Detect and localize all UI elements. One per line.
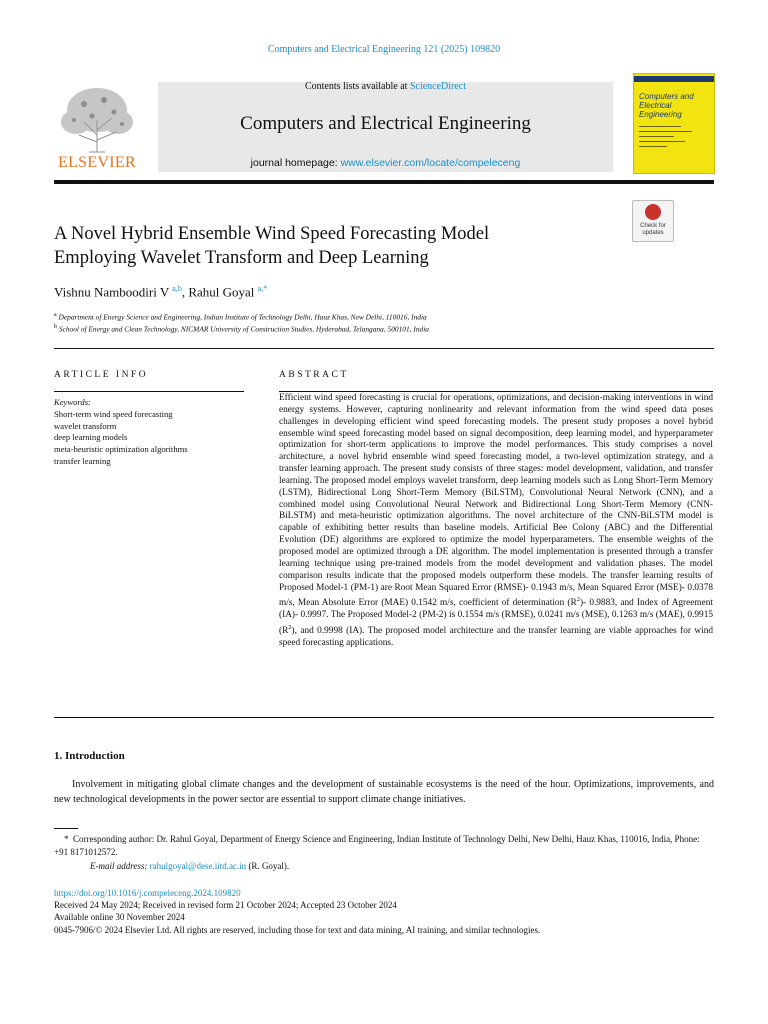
author-name: Rahul Goyal <box>188 284 255 300</box>
author-name: Vishnu Namboodiri V <box>54 284 170 300</box>
header-divider <box>54 180 714 184</box>
online-date: Available online 30 November 2024 <box>54 912 185 923</box>
email-link[interactable]: rahulgoyal@dese.iitd.ac.in <box>149 860 247 871</box>
introduction-heading: 1. Introduction <box>54 750 125 762</box>
affiliation-a <box>54 312 427 321</box>
footnote-corresponding <box>54 833 714 860</box>
paper-title-line-1: A Novel Hybrid Ensemble Wind Speed Forecasting Model <box>54 224 490 244</box>
abstract-part-3: ), and 0.9998 (IA). The proposed model architecture and the transfer learning are viable approaches for wind speed forecasting applications. <box>279 626 713 649</box>
email-suffix: (R. Goyal). <box>246 860 290 871</box>
introduction-text: Involvement in mitigating global climate changes and the development of sustainable ecosystems is the need of the hour. Optimizations, improvements, and new technological developments in the power sector are essential to support climate change initiatives. <box>54 779 714 805</box>
affiliation-text: Department of Energy Science and Engineering, Indian Institute of Technology Delhi, Hauz Khas, New Delhi, 110016, India <box>58 312 427 322</box>
superscript: 2 <box>576 596 580 604</box>
article-info-heading: ARTICLE INFO <box>54 370 149 380</box>
abstract-heading: ABSTRACT <box>279 370 349 380</box>
section-divider <box>54 348 714 349</box>
abstract-text <box>279 393 713 650</box>
keyword-item: transfer learning <box>54 455 111 466</box>
footnote-rule <box>54 828 78 829</box>
abstract-part-2: )- 0.9883, and Index of Agreement (IA)- 0.9997. The Proposed Model-2 (PM-2) is 0.1554 m/s (RMSE), 0.0241 m/s (MSE), 0.1263 m/s (MAE), 0.9915 (R <box>279 598 713 637</box>
affiliation-marker: a <box>54 312 57 318</box>
article-footer <box>54 887 714 936</box>
superscript: 2 <box>288 624 292 632</box>
contents-line <box>158 81 613 92</box>
section-divider <box>54 717 714 718</box>
copyright-notice: 0045-7906/© 2024 Elsevier Ltd. All rights are reserved, including those for text and data mining, AI training, and similar technologies. <box>54 924 541 935</box>
email-label: E-mail address: <box>90 860 148 871</box>
cover-decoration <box>639 126 709 151</box>
cover-title <box>639 92 714 119</box>
paper-title-line-2: Employing Wavelet Transform and Deep Learning <box>54 248 429 268</box>
affiliation-b <box>54 324 429 333</box>
cover-title-line-1: Computers and <box>639 92 694 101</box>
cover-stripe <box>634 76 714 82</box>
doi-link[interactable]: https://doi.org/10.1016/j.compeleceng.2024.109820 <box>54 888 241 898</box>
homepage-prefix: journal homepage: <box>250 157 341 169</box>
sciencedirect-link[interactable]: ScienceDirect <box>409 81 467 92</box>
author-separator: , <box>181 284 189 300</box>
publisher-name: ELSEVIER <box>58 154 136 171</box>
keyword-item: Short-term wind speed forecasting <box>54 408 173 419</box>
corresponding-author-footnote <box>54 833 714 873</box>
affiliation-text: School of Energy and Clean Technology, NICMAR University of Construction Studies, Hyderabad, Telangana, 500101, India <box>58 324 429 334</box>
received-dates: Received 24 May 2024; Received in revised form 21 October 2024; Accepted 23 October 2024 <box>54 900 397 911</box>
check-badge-line-1: Check for <box>640 223 666 229</box>
cover-title-line-2: Electrical Engineering <box>639 101 682 119</box>
journal-citation[interactable]: Computers and Electrical Engineering 121 (2025) 109820 <box>267 44 501 55</box>
keywords-block <box>54 397 244 468</box>
homepage-line <box>158 157 613 169</box>
contents-prefix: Contents lists available at <box>304 81 410 92</box>
affiliation-marker: b <box>54 324 57 330</box>
abstract-rule <box>279 391 713 392</box>
keyword-item: wavelet transform <box>54 420 117 431</box>
homepage-link[interactable]: www.elsevier.com/locate/compeleceng <box>340 157 521 169</box>
footnote-text: Corresponding author: Dr. Rahul Goyal, Department of Energy Science and Engineering, Indian Institute of Technology Delhi, New Delhi, Hauz Khas, 110016, India, Phone: +91 8171012572. <box>54 834 700 858</box>
keyword-item: meta-heuristic optimization algorithms <box>54 444 188 455</box>
footnote-marker: * <box>64 834 69 844</box>
check-for-updates-badge[interactable] <box>632 200 674 242</box>
journal-cover-image[interactable] <box>633 73 715 174</box>
check-badge-line-2: updates <box>642 229 664 236</box>
bookmark-icon <box>645 204 661 220</box>
keywords-label: Keywords: <box>54 397 91 407</box>
article-info-rule <box>54 391 244 392</box>
author-list <box>54 284 267 300</box>
abstract-part-1: Efficient wind speed forecasting is crucial for operations, optimizations, and decision-making interventions in wind energy systems. However, capturing nonlinearity and relevant information from the wind speed data poses challenges in developing efficient wind speed forecasting models. The present study proposes a novel hybrid ensemble wind speed forecasting model based on signal decomposition, deep learning model, and hyperparameter optimization for short-term applications to improve the model performances. This study comprises a novel architecture, a novel hybrid ensemble wind speed forecasting model, a two-level optimization strategy, and a transfer learning approach. The present study consists of three stages: model development, validation, and transfer learning. The proposed model employs wavelet transform, deep learning models such as Long Short-Term Memory (LSTM), Bidirectional Long Short-Term Memory (BiLSTM), Convolutional Neural Network (CNN), and a combined model using Convolutional Neural Network and Bidirectional Long Short-Term Memory (CNN-BiLSTM) and meta-heuristic optimization algorithms. The novel architecture of the CNN-BiLSTM model is capable of exhibiting better results than baseline models. Artificial Bee Colony (ABC) and the Differential Evolution (DE) algorithms are explored to optimize the model hyperparameters. The ensemble weights of the proposed model are optimized through a DE algorithm. The model implementation is presented through a transfer learning technique using pre-trained models from the model development and validation phases. The model comparison results indicate that the proposed models outperform these models. The transfer learning results of Proposed Model-1 (PM-1) are Root Mean Squared Error (RMSE)- 0.1943 m/s, Mean Squared Error (MSE)- 0.0378 m/s, Mean Absolute Error (MAE) 0.1542 m/s, coefficient of determination (R <box>279 393 713 609</box>
footnote-email-line <box>54 860 289 873</box>
author-affiliation-marker[interactable]: a,b <box>172 284 182 293</box>
paper-title <box>54 222 614 270</box>
journal-title: Computers and Electrical Engineering <box>240 113 531 134</box>
author-affiliation-marker[interactable]: a,* <box>257 284 268 293</box>
keyword-item: deep learning models <box>54 432 128 443</box>
